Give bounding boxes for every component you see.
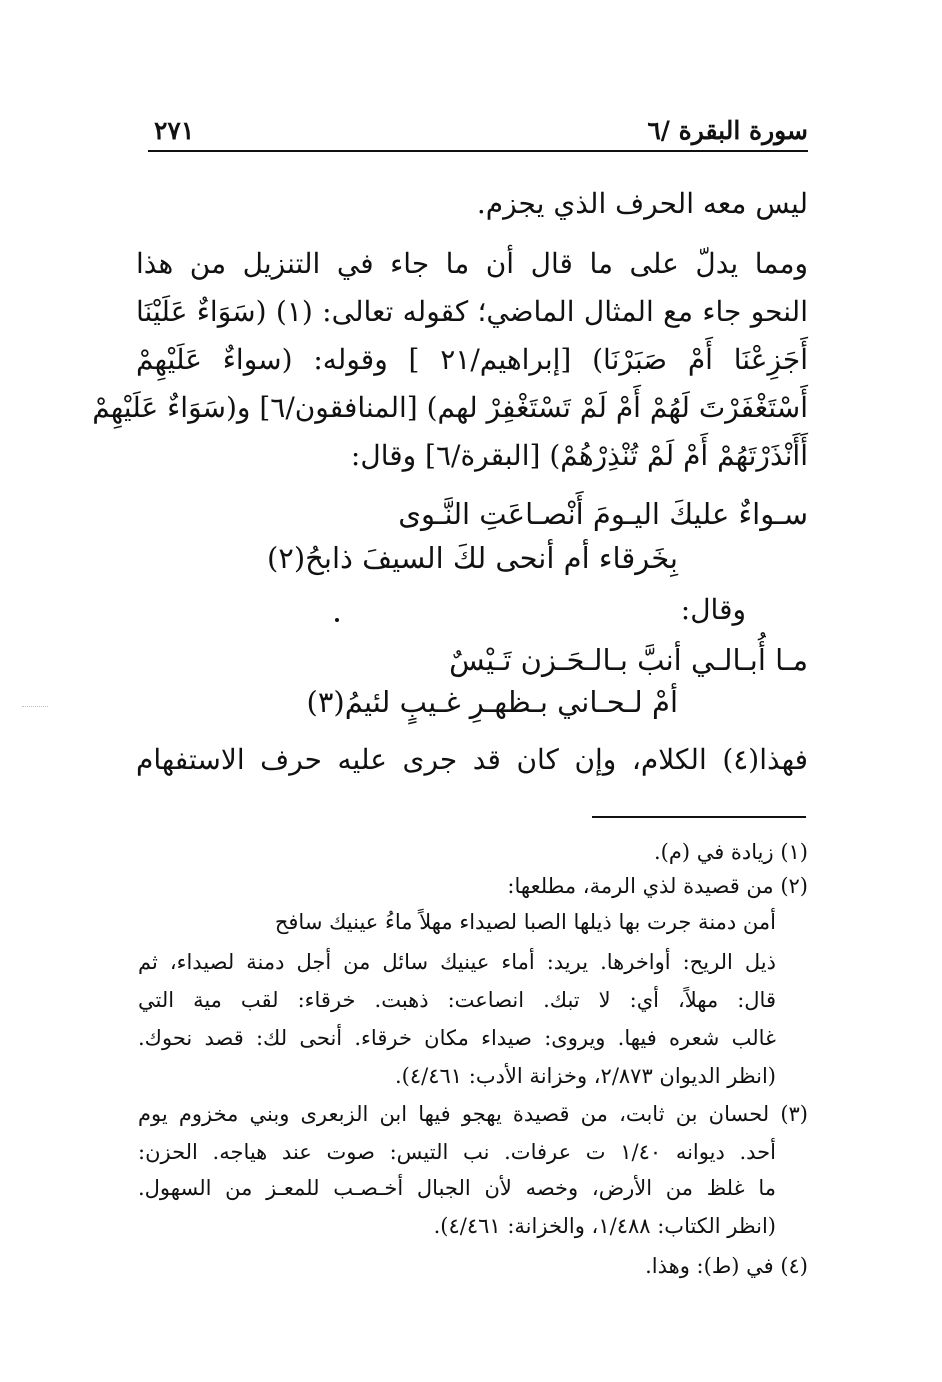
header-title: سورة البقرة /٦ bbox=[647, 116, 808, 145]
margin-mark bbox=[22, 706, 48, 708]
body-line-6: أَأَنْذَرْتَهُمْ أَمْ لَمْ تُنْذِرْهُمْ) [البقرة/٦] وقال: bbox=[350, 439, 808, 472]
footnote-2-line-5: (انظر الديوان ٢/٨٧٣، وخزانة الأدب: ٤/٤٦١). bbox=[395, 1064, 776, 1088]
footnote-2-line-4: غالب شعره فيها. ويروى: صيداء مكان خرقاء. أنحى لك: قصد نحوك. bbox=[138, 1026, 776, 1050]
footnote-2-line-2: ذيل الريح: أواخرها. يريد: أماء عينيك سائل من أجل دمنة لصيداء، ثم bbox=[138, 950, 776, 974]
footnote-2-line-3: قال: مهلاً، أي: لا تبك. انصاعت: ذهبت. خرقاء: لقب مية التي bbox=[138, 988, 776, 1012]
footnote-3-line-2: أحد. ديوانه ١/٤٠ ت عرفات. نب التيس: صوت عند هياجه. الحزن: bbox=[138, 1140, 776, 1164]
waqal-line: وقال: bbox=[680, 593, 746, 626]
verse2-second-hemistich: أمْ لـحـاني بـظهـرِ غـيبٍ لئيمُ(٣) bbox=[306, 685, 678, 719]
verse1-second-hemistich: بِخَرقاء أم أنحى لكَ السيفَ ذابحُ(٢) bbox=[266, 541, 678, 575]
body-line-4: أَجَزِعْنَا أَمْ صَبَرْنَا) [إبراهيم/٢١ ] وقوله: (سواءٌ عَلَيْهِمْ bbox=[136, 343, 808, 376]
running-header bbox=[148, 112, 808, 152]
footnote-2-verse: أمن دمنة جرت بها ذيلها الصبا لصيداء مهلاً ماءُ عينيك سافح bbox=[274, 910, 776, 934]
page-number: ٢٧١ bbox=[154, 116, 195, 145]
footnote-2: (٢) من قصيدة لذي الرمة، مطلعها: bbox=[507, 874, 808, 898]
footnote-separator bbox=[592, 816, 806, 818]
body-line-5: أَسْتَغْفَرْتَ لَهُمْ أَمْ لَمْ تَسْتَغْفِرْ لهم) [المنافقون/٦] و(سَوَاءٌ عَلَيْهِمْ bbox=[92, 391, 808, 424]
footnote-1: (١) زيادة في (م). bbox=[653, 840, 808, 864]
footnote-3: (٣) لحسان بن ثابت، من قصيدة يهجو فيها ابن الزبعرى وبني مخزوم يوم bbox=[138, 1102, 808, 1126]
verse2-first-hemistich: مـا أُبـالـي أنبَّ بـالـحَـزن تَـيْسٌ bbox=[449, 643, 808, 677]
footnote-3-line-3: ما غلظ من الأرض، وخصه لأن الجبال أخـصـب للمعـز من السهول. bbox=[138, 1176, 776, 1200]
verse1-first-hemistich: سـواءٌ عليكَ اليـومَ أَنْصـاعَتِ النَّـوى bbox=[398, 497, 808, 531]
body-line-1: ليس معه الحرف الذي يجزم. bbox=[476, 187, 808, 220]
footnote-4: (٤) في (ط): وهذا. bbox=[645, 1254, 808, 1278]
body-line-3: النحو جاء مع المثال الماضي؛ كقوله تعالى: (١) (سَوَاءٌ عَلَيْنَا bbox=[136, 295, 808, 328]
footnote-3-line-4: (انظر الكتاب: ١/٤٨٨، والخزانة: ٤/٤٦١). bbox=[433, 1214, 776, 1238]
closing-line: فهذا(٤) الكلام، وإن كان قد جرى عليه حرف الاستفهام bbox=[136, 743, 808, 776]
body-line-2: ومما يدلّ على ما قال أن ما جاء في التنزيل من هذا bbox=[136, 247, 808, 280]
stray-dot bbox=[335, 618, 339, 622]
